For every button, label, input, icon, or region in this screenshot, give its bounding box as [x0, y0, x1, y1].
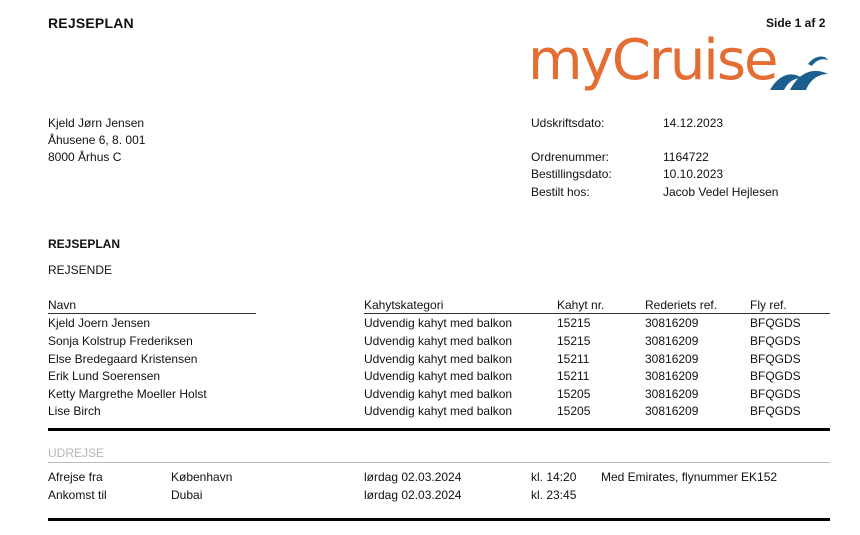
departure-date: lørdag 02.03.2024: [364, 470, 462, 484]
section-title: REJSEPLAN: [48, 237, 121, 251]
cabin-number: 15215: [557, 316, 591, 330]
mycruise-logo: [528, 28, 830, 114]
booking-date: 10.10.2023: [663, 167, 724, 181]
col-header-flight-ref: Fly ref.: [750, 298, 787, 312]
ordered-by: Jacob Vedel Hejlesen: [663, 185, 779, 199]
departure-flight-note: Med Emirates, flynummer EK152: [601, 470, 778, 484]
departure-time: kl. 14:20: [531, 470, 577, 484]
document-title: REJSEPLAN: [48, 15, 134, 31]
line-ref: 30816209: [645, 316, 699, 330]
cabin-category: Udvendig kahyt med balkon: [364, 316, 513, 330]
cabin-category: Udvendig kahyt med balkon: [364, 369, 513, 383]
booking-date-label: Bestillingsdato:: [531, 167, 612, 181]
traveller-name: Ketty Margrethe Moeller Holst: [48, 387, 207, 401]
line-ref: 30816209: [645, 387, 699, 401]
traveller-name: Lise Birch: [48, 404, 101, 418]
cabin-category: Udvendig kahyt med balkon: [364, 334, 513, 348]
flight-ref: BFQGDS: [750, 352, 801, 366]
arrival-city: Dubai: [171, 488, 203, 502]
table-bottom-rule: [48, 428, 830, 431]
traveller-name: Else Bredegaard Kristensen: [48, 352, 198, 366]
print-date: 14.12.2023: [663, 116, 724, 130]
outbound-label: UDREJSE: [48, 446, 105, 460]
cabin-number: 15205: [557, 387, 591, 401]
recipient-name: Kjeld Jørn Jensen: [48, 116, 145, 130]
cabin-number: 15205: [557, 404, 591, 418]
flight-ref: BFQGDS: [750, 334, 801, 348]
col-header-line-ref: Rederiets ref.: [645, 298, 718, 312]
arrival-label: Ankomst til: [48, 488, 107, 502]
recipient-city: 8000 Århus C: [48, 150, 122, 164]
departure-label: Afrejse fra: [48, 470, 103, 484]
flight-ref: BFQGDS: [750, 316, 801, 330]
flight-ref: BFQGDS: [750, 404, 801, 418]
cabin-number: 15211: [557, 369, 590, 383]
outbound-divider: [48, 462, 830, 463]
cabin-number: 15215: [557, 334, 591, 348]
print-date-label: Udskriftsdato:: [531, 116, 605, 130]
order-number-label: Ordrenummer:: [531, 150, 610, 164]
col-header-cabin-category: Kahytskategori: [364, 298, 444, 312]
line-ref: 30816209: [645, 334, 699, 348]
traveller-name: Erik Lund Soerensen: [48, 369, 161, 383]
order-number: 1164722: [663, 150, 709, 164]
name-header-underline: [48, 313, 256, 314]
flight-ref: BFQGDS: [750, 387, 801, 401]
logo-text: myCruise: [528, 28, 777, 93]
ordered-by-label: Bestilt hos:: [531, 185, 590, 199]
departure-city: København: [171, 470, 233, 484]
cabin-category: Udvendig kahyt med balkon: [364, 387, 513, 401]
traveller-name: Kjeld Joern Jensen: [48, 316, 151, 330]
line-ref: 30816209: [645, 404, 699, 418]
line-ref: 30816209: [645, 369, 699, 383]
recipient-street: Åhusene 6, 8. 001: [48, 133, 146, 147]
logo-wave-icon: [768, 54, 830, 92]
cabin-category: Udvendig kahyt med balkon: [364, 352, 513, 366]
cabin-category: Udvendig kahyt med balkon: [364, 404, 513, 418]
flight-ref: BFQGDS: [750, 369, 801, 383]
col-header-name: Navn: [48, 298, 77, 312]
details-header-underline: [364, 313, 830, 314]
arrival-date: lørdag 02.03.2024: [364, 488, 462, 502]
travellers-label: REJSENDE: [48, 263, 113, 277]
traveller-name: Sonja Kolstrup Frederiksen: [48, 334, 193, 348]
cabin-number: 15211: [557, 352, 590, 366]
page-indicator: Side 1 af 2: [766, 16, 826, 30]
outbound-bottom-rule: [48, 518, 830, 521]
line-ref: 30816209: [645, 352, 699, 366]
col-header-cabin-number: Kahyt nr.: [557, 298, 605, 312]
arrival-time: kl. 23:45: [531, 488, 577, 502]
